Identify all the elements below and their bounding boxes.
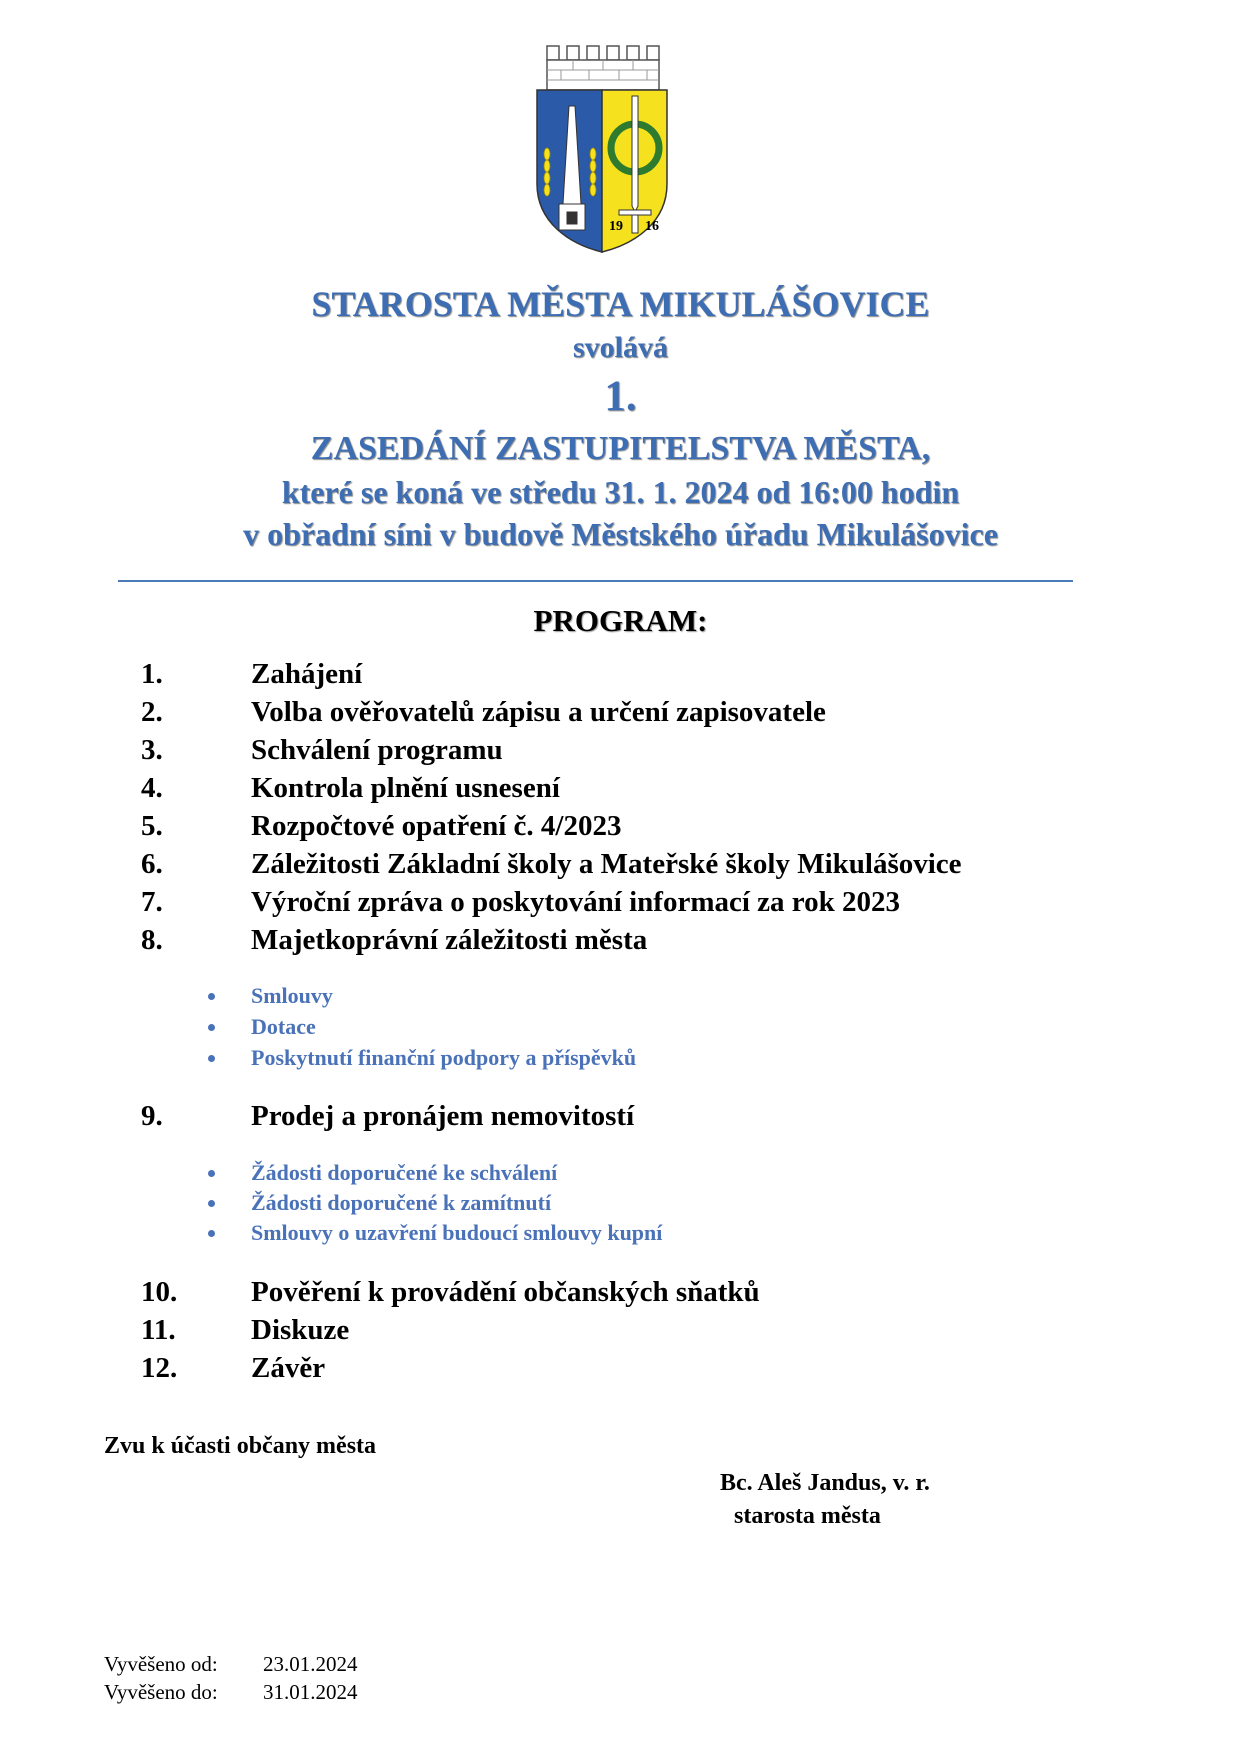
item-text: Schválení programu: [251, 734, 503, 766]
invitation-text: Zvu k účasti občany města: [104, 1433, 377, 1459]
sub-item-text: Poskytnutí finanční podpory a příspěvků: [251, 1045, 637, 1070]
item-number: 11.: [141, 1314, 176, 1346]
heading-location: v obřadní síni v budově Městského úřadu Mikulášovice: [243, 516, 998, 552]
posted-from-date: 23.01.2024: [263, 1652, 358, 1676]
item-text: Diskuze: [251, 1314, 350, 1346]
sub-item-text: Smlouvy o uzavření budoucí smlouvy kupní: [251, 1220, 663, 1245]
item-text: Rozpočtové opatření č. 4/2023: [251, 810, 622, 842]
crest-year-right: 16: [645, 219, 659, 234]
item-text: Volba ověřovatelů zápisu a určení zapisovatele: [251, 696, 826, 728]
item-number: 10.: [141, 1276, 178, 1308]
divider: [118, 580, 1073, 582]
bullet-icon: [208, 1170, 215, 1177]
item-number: 12.: [141, 1352, 178, 1384]
bullet-icon: [208, 1200, 215, 1207]
heading-council-session: ZASEDÁNÍ ZASTUPITELSTVA MĚSTA,: [310, 430, 931, 467]
posted-from-label: Vyvěšeno od:: [104, 1652, 218, 1676]
heading-date-time: které se koná ve středu 31. 1. 2024 od 16:00 hodin: [281, 474, 960, 510]
item-number: 2.: [141, 696, 163, 728]
item-number: 9.: [141, 1100, 163, 1132]
sub-item-text: Žádosti doporučené k zamítnutí: [251, 1190, 552, 1215]
bullet-icon: [208, 993, 215, 1000]
program-title: PROGRAM:: [533, 603, 708, 638]
bullet-icon: [208, 1055, 215, 1062]
item-text: Majetkoprávní záležitosti města: [251, 924, 648, 956]
crest-year-left: 19: [609, 219, 623, 234]
item-text: Výroční zpráva o poskytování informací za rok 2023: [251, 886, 901, 918]
item-text: Záležitosti Základní školy a Mateřské školy Mikulášovice: [251, 848, 962, 880]
item-text: Prodej a pronájem nemovitostí: [251, 1100, 635, 1132]
item-number: 1.: [141, 658, 163, 690]
signer-name: Bc. Aleš Jandus, v. r.: [720, 1470, 930, 1496]
sub-item-text: Smlouvy: [251, 983, 333, 1008]
posted-to-label: Vyvěšeno do:: [104, 1680, 218, 1704]
heading-convenes: svolává: [572, 331, 668, 364]
item-text: Pověření k provádění občanských sňatků: [251, 1276, 760, 1308]
item-text: Zahájení: [251, 658, 363, 690]
item-number: 4.: [141, 772, 163, 804]
signer-title: starosta města: [734, 1503, 881, 1529]
bullet-icon: [208, 1024, 215, 1031]
item-text: Závěr: [251, 1352, 326, 1384]
bullet-icon: [208, 1230, 215, 1237]
item-number: 6.: [141, 848, 163, 880]
heading-session-number: 1.: [604, 373, 637, 420]
sub-item-text: Dotace: [251, 1014, 316, 1039]
item-number: 3.: [141, 734, 163, 766]
coat-of-arms: [533, 44, 671, 256]
item-text: Kontrola plnění usnesení: [251, 772, 560, 804]
sub-item-text: Žádosti doporučené ke schválení: [251, 1160, 558, 1185]
item-number: 8.: [141, 924, 163, 956]
heading-mayor: STAROSTA MĚSTA MIKULÁŠOVICE: [311, 284, 930, 324]
item-number: 5.: [141, 810, 163, 842]
posted-to-date: 31.01.2024: [263, 1680, 358, 1704]
item-number: 7.: [141, 886, 163, 918]
